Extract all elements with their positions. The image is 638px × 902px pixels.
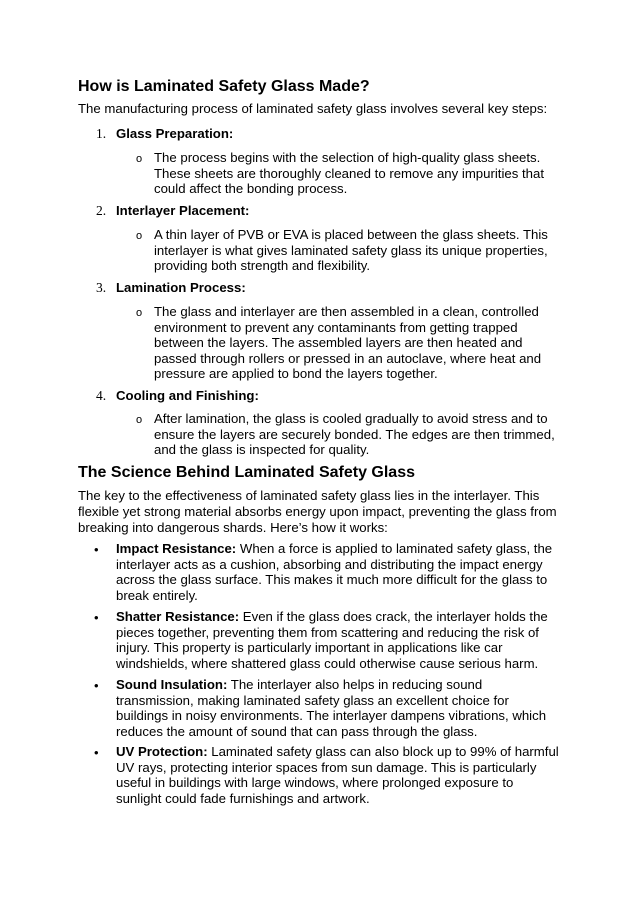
step-description: After lamination, the glass is cooled gradually to avoid stress and to ensure the layers are securely bonded. The edges are then trimmed, and the glass is inspected for quality. (154, 411, 555, 457)
bullet-dot-icon: • (94, 678, 99, 693)
section-heading-science: The Science Behind Laminated Safety Glass (78, 464, 415, 481)
step-title-glass-preparation: Glass Preparation: (116, 126, 234, 141)
bullet-body: Even if the glass does crack, the interlayer holds the pieces together, preventing them from scattering and reducing the risk of injury. This property is particularly important in applications like car windshields, where shattered glass could otherwise cause serious harm. (116, 609, 548, 671)
bullet-body: Laminated safety glass can also block up to 99% of harmful UV rays, protecting interior spaces from sun damage. This is particularly useful in buildings with large windows, where prolonged exposure to sunlight could fade furnishings and artwork. (116, 744, 559, 806)
step-description: A thin layer of PVB or EVA is placed between the glass sheets. This interlayer is what gives laminated safety glass its unique properties, providing both strength and flexibility. (154, 227, 548, 273)
bullet-title: UV Protection: (116, 744, 208, 759)
step-number: 3. (96, 280, 107, 295)
circle-bullet-icon: o (136, 230, 143, 242)
circle-bullet-icon: o (136, 153, 143, 165)
circle-bullet-icon: o (136, 414, 143, 426)
section-intro-how-made: The manufacturing process of laminated safety glass involves several key steps: (78, 101, 548, 116)
bullet-dot-icon: • (94, 745, 99, 760)
step-title-lamination-process: Lamination Process: (116, 280, 246, 295)
bullet-body: When a force is applied to laminated safety glass, the interlayer acts as a cushion, absorbing and distributing the impact energy across the glass surface. This makes it much more difficult for the glass to break entirely. (116, 541, 553, 603)
section-heading-how-made: How is Laminated Safety Glass Made? (78, 78, 370, 95)
bullet-shatter-resistance (116, 609, 562, 671)
bullet-uv-protection (116, 744, 562, 806)
step-number: 2. (96, 203, 107, 218)
bullet-body: The interlayer also helps in reducing sound transmission, making laminated safety glass an excellent choice for buildings in noisy environments. The interlayer dampens vibrations, which reduces the amount of sound that can pass through the glass. (116, 677, 547, 739)
step-description: The glass and interlayer are then assembled in a clean, controlled environment to prevent any contaminants from getting trapped between the layers. The assembled layers are then heated and passed through rollers or pressed in an autoclave, where heat and pressure are applied to bond the layers together. (154, 304, 542, 381)
bullet-sound-insulation (116, 677, 562, 739)
step-number: 1. (96, 126, 107, 141)
circle-bullet-icon: o (136, 307, 143, 319)
bullet-title: Impact Resistance: (116, 541, 237, 556)
bullet-dot-icon: • (94, 542, 99, 557)
step-title-interlayer-placement: Interlayer Placement: (116, 203, 250, 218)
step-title-cooling-finishing: Cooling and Finishing: (116, 388, 259, 403)
bullet-title: Shatter Resistance: (116, 609, 240, 624)
bullet-title: Sound Insulation: (116, 677, 228, 692)
step-description: The process begins with the selection of high-quality glass sheets. These sheets are thoroughly cleaned to remove any impurities that could affect the bonding process. (154, 150, 544, 196)
section-intro-science: The key to the effectiveness of laminated safety glass lies in the interlayer. This flexible yet strong material absorbs energy upon impact, preventing the glass from breaking into dangerous shards. Here’s how it works: (78, 488, 557, 535)
bullet-dot-icon: • (94, 610, 99, 625)
bullet-impact-resistance (116, 541, 562, 603)
step-number: 4. (96, 388, 107, 403)
